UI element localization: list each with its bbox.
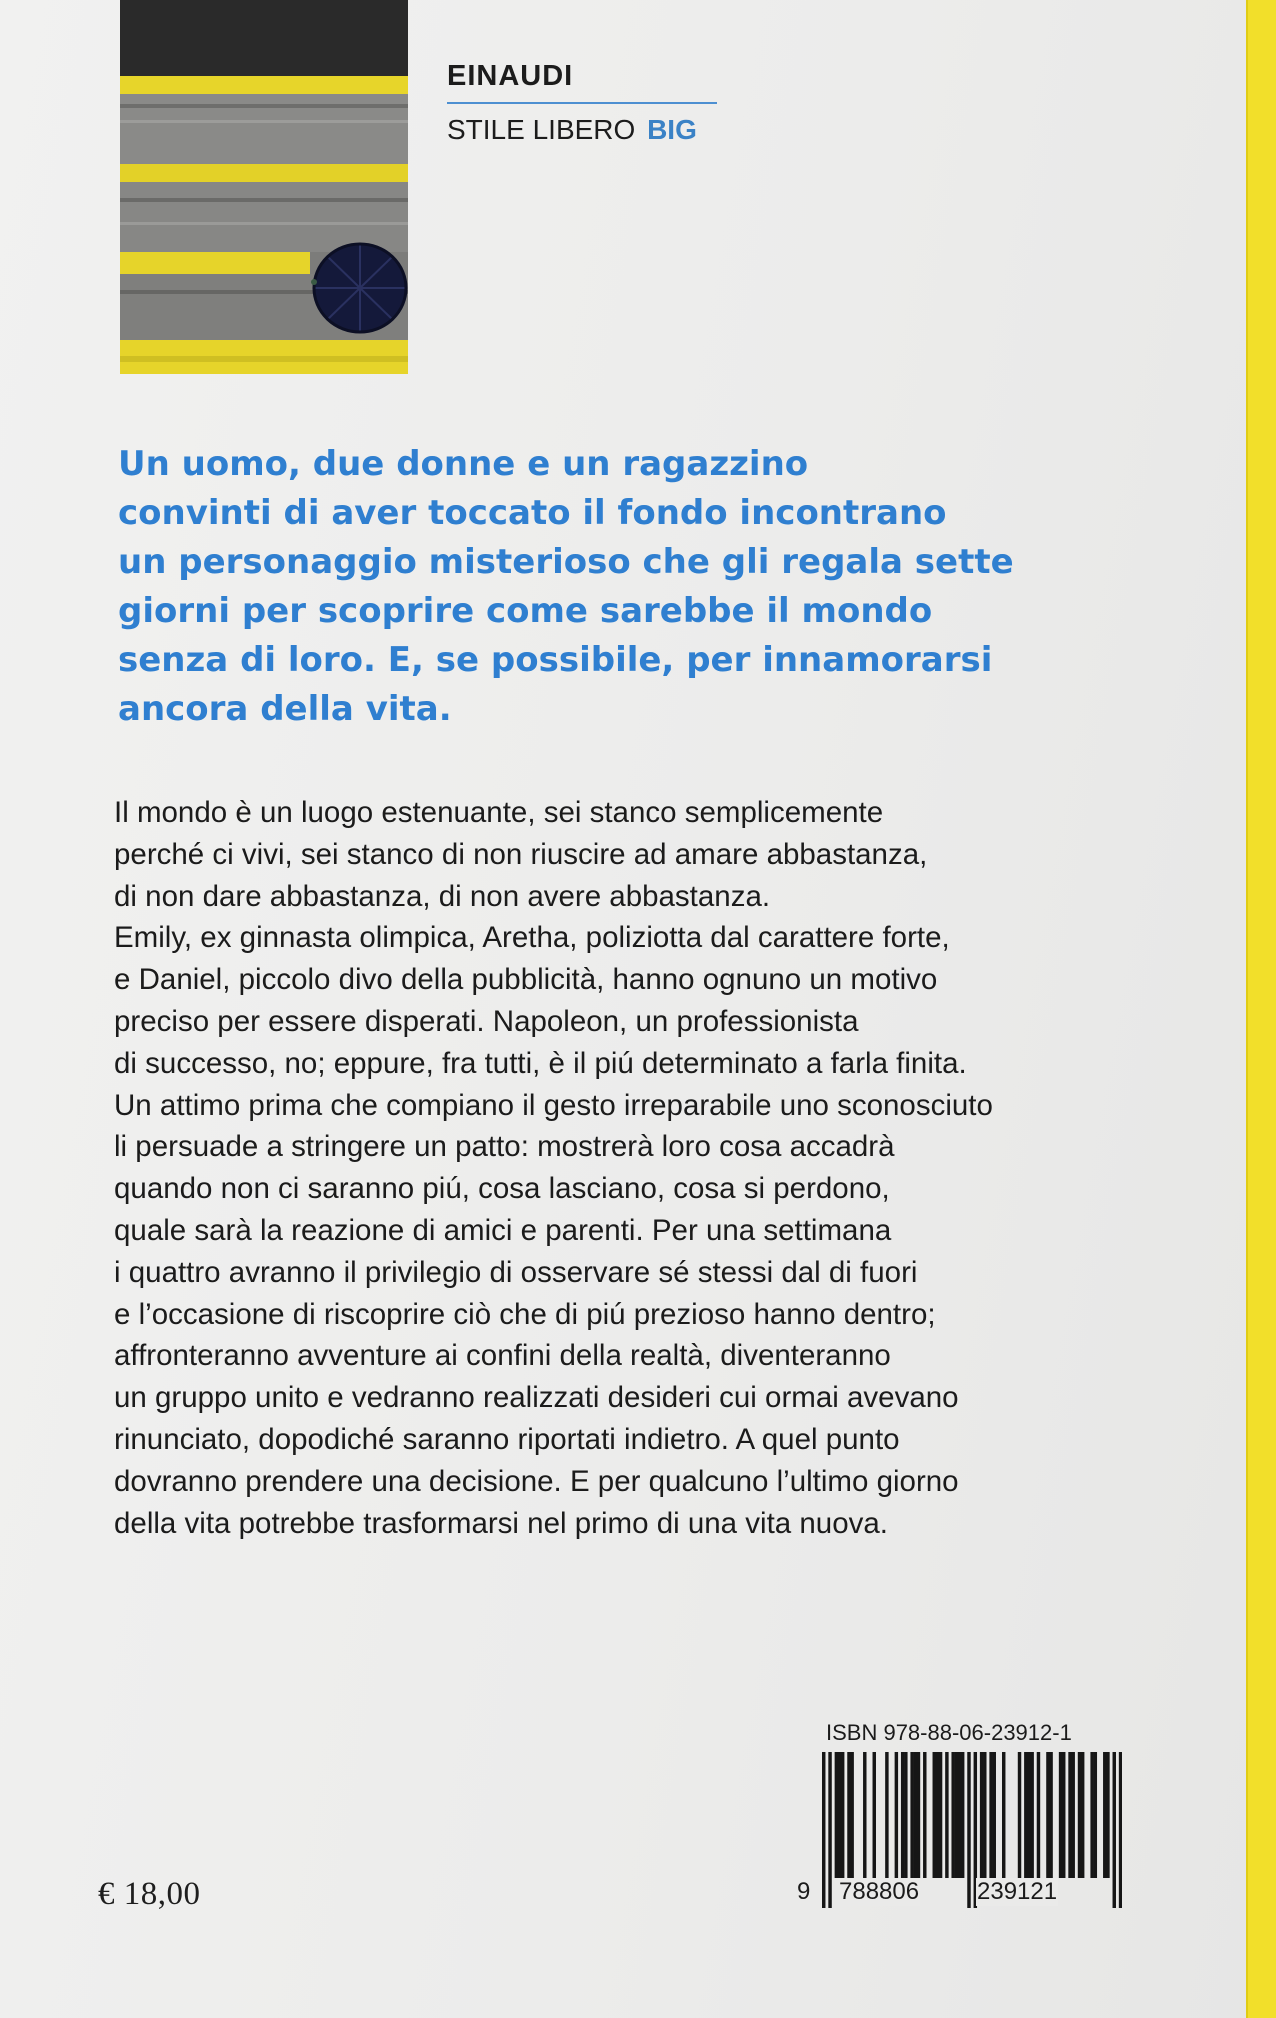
blurb-line: giorni per scoprire come sarebbe il mondo (118, 591, 933, 631)
synopsis-line: di successo, no; eppure, fra tutti, è il piú determinato a farla finita. (114, 1046, 967, 1080)
barcode-bar (850, 1752, 853, 1878)
synopsis-line: Il mondo è un luogo estenuante, sei stanco semplicemente (114, 796, 884, 829)
barcode-bar (901, 1752, 904, 1878)
barcode-bar (863, 1752, 866, 1878)
barcode-bar (923, 1752, 926, 1878)
blurb-line: ancora della vita. (118, 689, 452, 729)
barcode-bar (1024, 1752, 1027, 1878)
synopsis-line: quando non ci saranno piú, cosa lasciano, cosa si perdono, (114, 1172, 890, 1206)
barcode-digit-lead: 9 (797, 1878, 811, 1905)
synopsis-line: li persuade a stringere un patto: mostrerà loro cosa accadrà (114, 1130, 895, 1164)
barcode-bar (983, 1752, 986, 1878)
barcode-bar (917, 1752, 920, 1878)
barcode-bar (1018, 1752, 1021, 1878)
isbn-label: ISBN 978-88-06-23912-1 (826, 1720, 1072, 1745)
barcode-bar (993, 1752, 996, 1878)
barcode-bar (885, 1752, 888, 1878)
barcode-bar (1090, 1752, 1093, 1878)
synopsis (114, 792, 1224, 1544)
blurb (118, 440, 1228, 734)
barcode-bar (838, 1752, 841, 1878)
synopsis-line: e l’occasione di riscoprire ciò che di piú prezioso hanno dentro; (114, 1297, 936, 1331)
barcode-digits-left: 788806 (839, 1878, 920, 1905)
barcode-bar (835, 1752, 838, 1878)
barcode-bar (914, 1752, 917, 1878)
spine-strip (1246, 0, 1276, 2018)
barcode-bar (936, 1752, 939, 1878)
synopsis-line: Un attimo prima che compiano il gesto irreparabile uno sconosciuto (114, 1088, 993, 1122)
publisher-block (447, 58, 717, 148)
barcode-bar (847, 1752, 850, 1878)
blurb-line: un personaggio misterioso che gli regala sette (118, 542, 1014, 582)
barcode-bar (1059, 1752, 1062, 1878)
blurb-line: Un uomo, due donne e un ragazzino (118, 444, 809, 484)
synopsis-line: quale sarà la reazione di amici e parenti. Per una settimana (114, 1213, 892, 1247)
barcode-bar (1081, 1752, 1084, 1878)
synopsis-line: affronteranno avventure ai confini della realtà, diventeranno (114, 1339, 891, 1373)
barcode-bar (1046, 1752, 1049, 1878)
barcode-bar (1071, 1752, 1074, 1878)
series-line (447, 112, 717, 148)
barcode-bar (1106, 1752, 1109, 1878)
barcode-bar (1078, 1752, 1081, 1878)
barcode-digits (796, 1878, 1126, 1906)
blurb-line: senza di loro. E, se possibile, per innamorarsi (118, 640, 993, 680)
barcode-bar (958, 1752, 961, 1878)
barcode-bar (955, 1752, 958, 1878)
barcode-bar (904, 1752, 907, 1878)
barcode-bar (1094, 1752, 1097, 1878)
barcode-bar (1062, 1752, 1065, 1878)
barcode-bar (841, 1752, 844, 1878)
publisher-name: EINAUDI (447, 60, 574, 92)
synopsis-line: Emily, ex ginnasta olimpica, Aretha, poliziotta dal carattere forte, (114, 921, 950, 955)
barcode-bar (980, 1752, 983, 1878)
series-name: STILE LIBERO (447, 114, 636, 145)
synopsis-line: e Daniel, piccolo divo della pubblicità, hanno ognuno un motivo (114, 963, 938, 997)
barcode-bar (1030, 1752, 1033, 1878)
barcode-bar (961, 1752, 964, 1878)
barcode-bar (1027, 1752, 1030, 1878)
barcode-bar (1037, 1752, 1040, 1878)
barcode-bar (933, 1752, 936, 1878)
barcode-bar (895, 1752, 898, 1878)
barcode-bar (989, 1752, 992, 1878)
synopsis-line: un gruppo unito e vedranno realizzati desideri cui ormai avevano (114, 1381, 959, 1415)
barcode-bar (910, 1752, 913, 1878)
publisher-rule (447, 102, 717, 104)
umbrella-image (311, 244, 406, 332)
barcode-bar (951, 1752, 954, 1878)
synopsis-line: preciso per essere disperati. Napoleon, un professionista (114, 1004, 859, 1038)
barcode-bar (939, 1752, 942, 1878)
barcode-bar (1002, 1752, 1005, 1878)
synopsis-line: dovranno prendere una decisione. E per qualcuno l’ultimo giorno (114, 1464, 959, 1498)
barcode-bar (1103, 1752, 1106, 1878)
synopsis-line: della vita potrebbe trasformarsi nel primo di una vita nuova. (114, 1506, 888, 1540)
blurb-line: convinti di aver toccato il fondo incontrano (118, 493, 947, 533)
barcode-bar (1049, 1752, 1052, 1878)
barcode-digits-right: 239121 (977, 1878, 1058, 1905)
series-tag: BIG (647, 114, 697, 145)
price: € 18,00 (98, 1876, 201, 1912)
synopsis-line: di non dare abbastanza, di non avere abbastanza. (114, 879, 771, 913)
cover-photo (120, 0, 408, 374)
synopsis-line: perché ci vivi, sei stanco di non riuscire ad amare abbastanza, (114, 837, 928, 871)
synopsis-line: i quattro avranno il privilegio di osservare sé stessi dal di fuori (114, 1255, 918, 1289)
barcode-bar (945, 1752, 948, 1878)
synopsis-line: rinunciato, dopodiché saranno riportati indietro. A quel punto (114, 1422, 900, 1456)
barcode-bar (1068, 1752, 1071, 1878)
barcode-bar (873, 1752, 876, 1878)
